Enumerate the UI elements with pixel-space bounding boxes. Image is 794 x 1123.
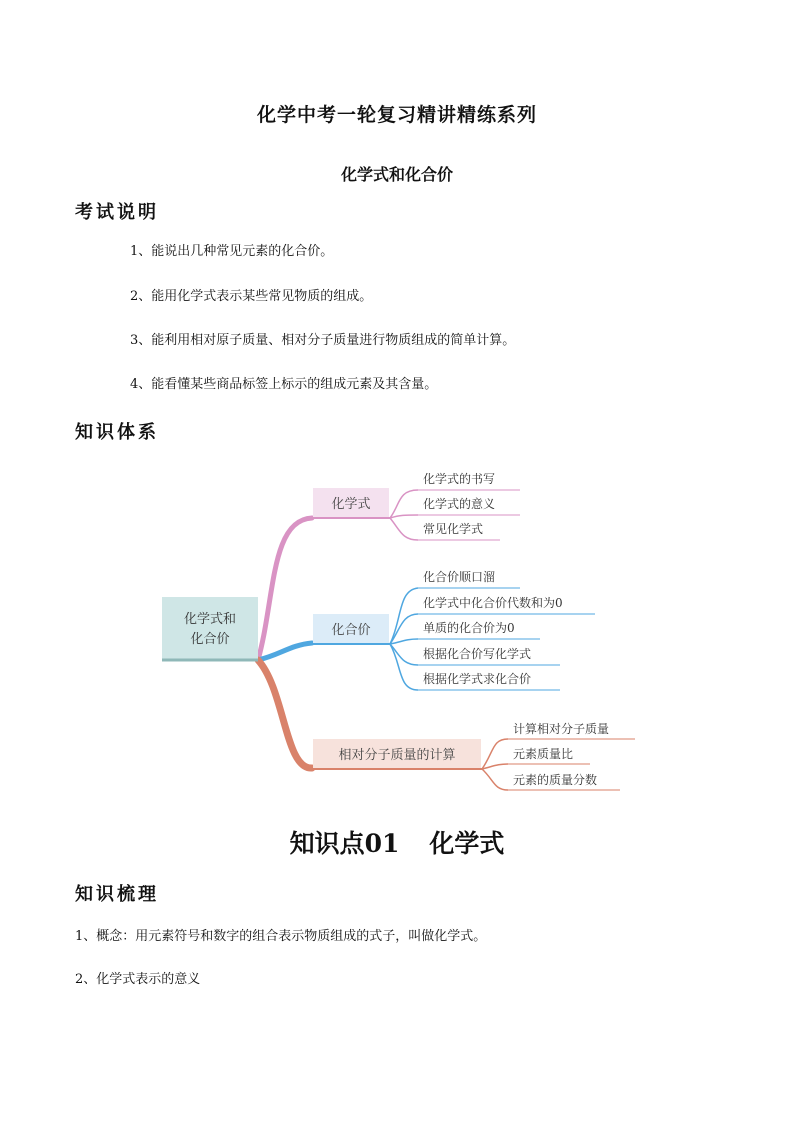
leaf-connector-2-5	[390, 644, 418, 690]
knowledge-system-heading: 知识体系	[75, 422, 159, 443]
branch-label-1: 化学式	[331, 497, 371, 512]
leaf-connector-3-2	[482, 764, 508, 769]
branch-line-2	[258, 643, 312, 660]
topic-title-text: 化学式和化合价	[340, 165, 453, 184]
leaf-1-2: 化学式的意义	[423, 497, 496, 511]
leaf-connector-1-1	[390, 490, 418, 518]
review-paragraph-1: 1、概念：用元素符号和数字的组合表示物质组成的式子，叫做化学式。	[75, 929, 487, 944]
exam-item-4: 4、能看懂某些商品标签上标示的组成元素及其含量。	[130, 377, 438, 392]
leaf-1-1: 化学式的书写	[423, 472, 496, 486]
exam-item-3: 3、能利用相对原子质量、相对分子质量进行物质组成的简单计算。	[130, 333, 516, 348]
branch-line-3	[258, 660, 312, 768]
leaf-connector-2-1	[390, 588, 418, 644]
series-title: 化学中考一轮复习精讲精练系列	[256, 104, 537, 126]
leaf-3-3: 元素的质量分数	[513, 773, 598, 787]
review-paragraph-2: 2、化学式表示的意义	[75, 972, 201, 987]
root-node-box	[162, 597, 258, 660]
leaf-connector-1-2	[390, 515, 418, 518]
branch-label-2: 化合价	[331, 623, 371, 638]
exam-heading: 考试说明	[75, 202, 159, 223]
leaf-3-1: 计算相对分子质量	[513, 722, 610, 736]
knowledge-point-name: 化学式	[429, 829, 505, 858]
leaf-2-3: 单质的化合价为0	[423, 621, 515, 635]
leaf-connector-1-3	[390, 518, 418, 540]
leaf-connector-2-3	[390, 639, 418, 644]
leaf-connector-3-3	[482, 769, 508, 790]
exam-item-2: 2、能用化学式表示某些常见物质的组成。	[130, 289, 373, 304]
exam-item-1: 1、能说出几种常见元素的化合价。	[130, 244, 334, 259]
root-node-line1: 化学式和	[183, 612, 237, 627]
leaf-2-5: 根据化学式求化合价	[423, 672, 532, 686]
knowledge-point-title	[0, 824, 794, 860]
root-node-line2: 化合价	[190, 632, 230, 647]
knowledge-point-number: 知识点01	[289, 829, 400, 858]
leaf-2-4: 根据化合价写化学式	[423, 647, 532, 661]
branch-label-3: 相对分子质量的计算	[338, 748, 456, 763]
leaf-3-2: 元素质量比	[513, 747, 574, 761]
leaf-2-2: 化学式中化合价代数和为0	[423, 596, 563, 610]
leaf-2-1: 化合价顺口溜	[423, 570, 496, 584]
branch-line-1	[258, 518, 312, 660]
leaf-1-3: 常见化学式	[423, 522, 484, 536]
review-heading: 知识梳理	[75, 884, 159, 905]
